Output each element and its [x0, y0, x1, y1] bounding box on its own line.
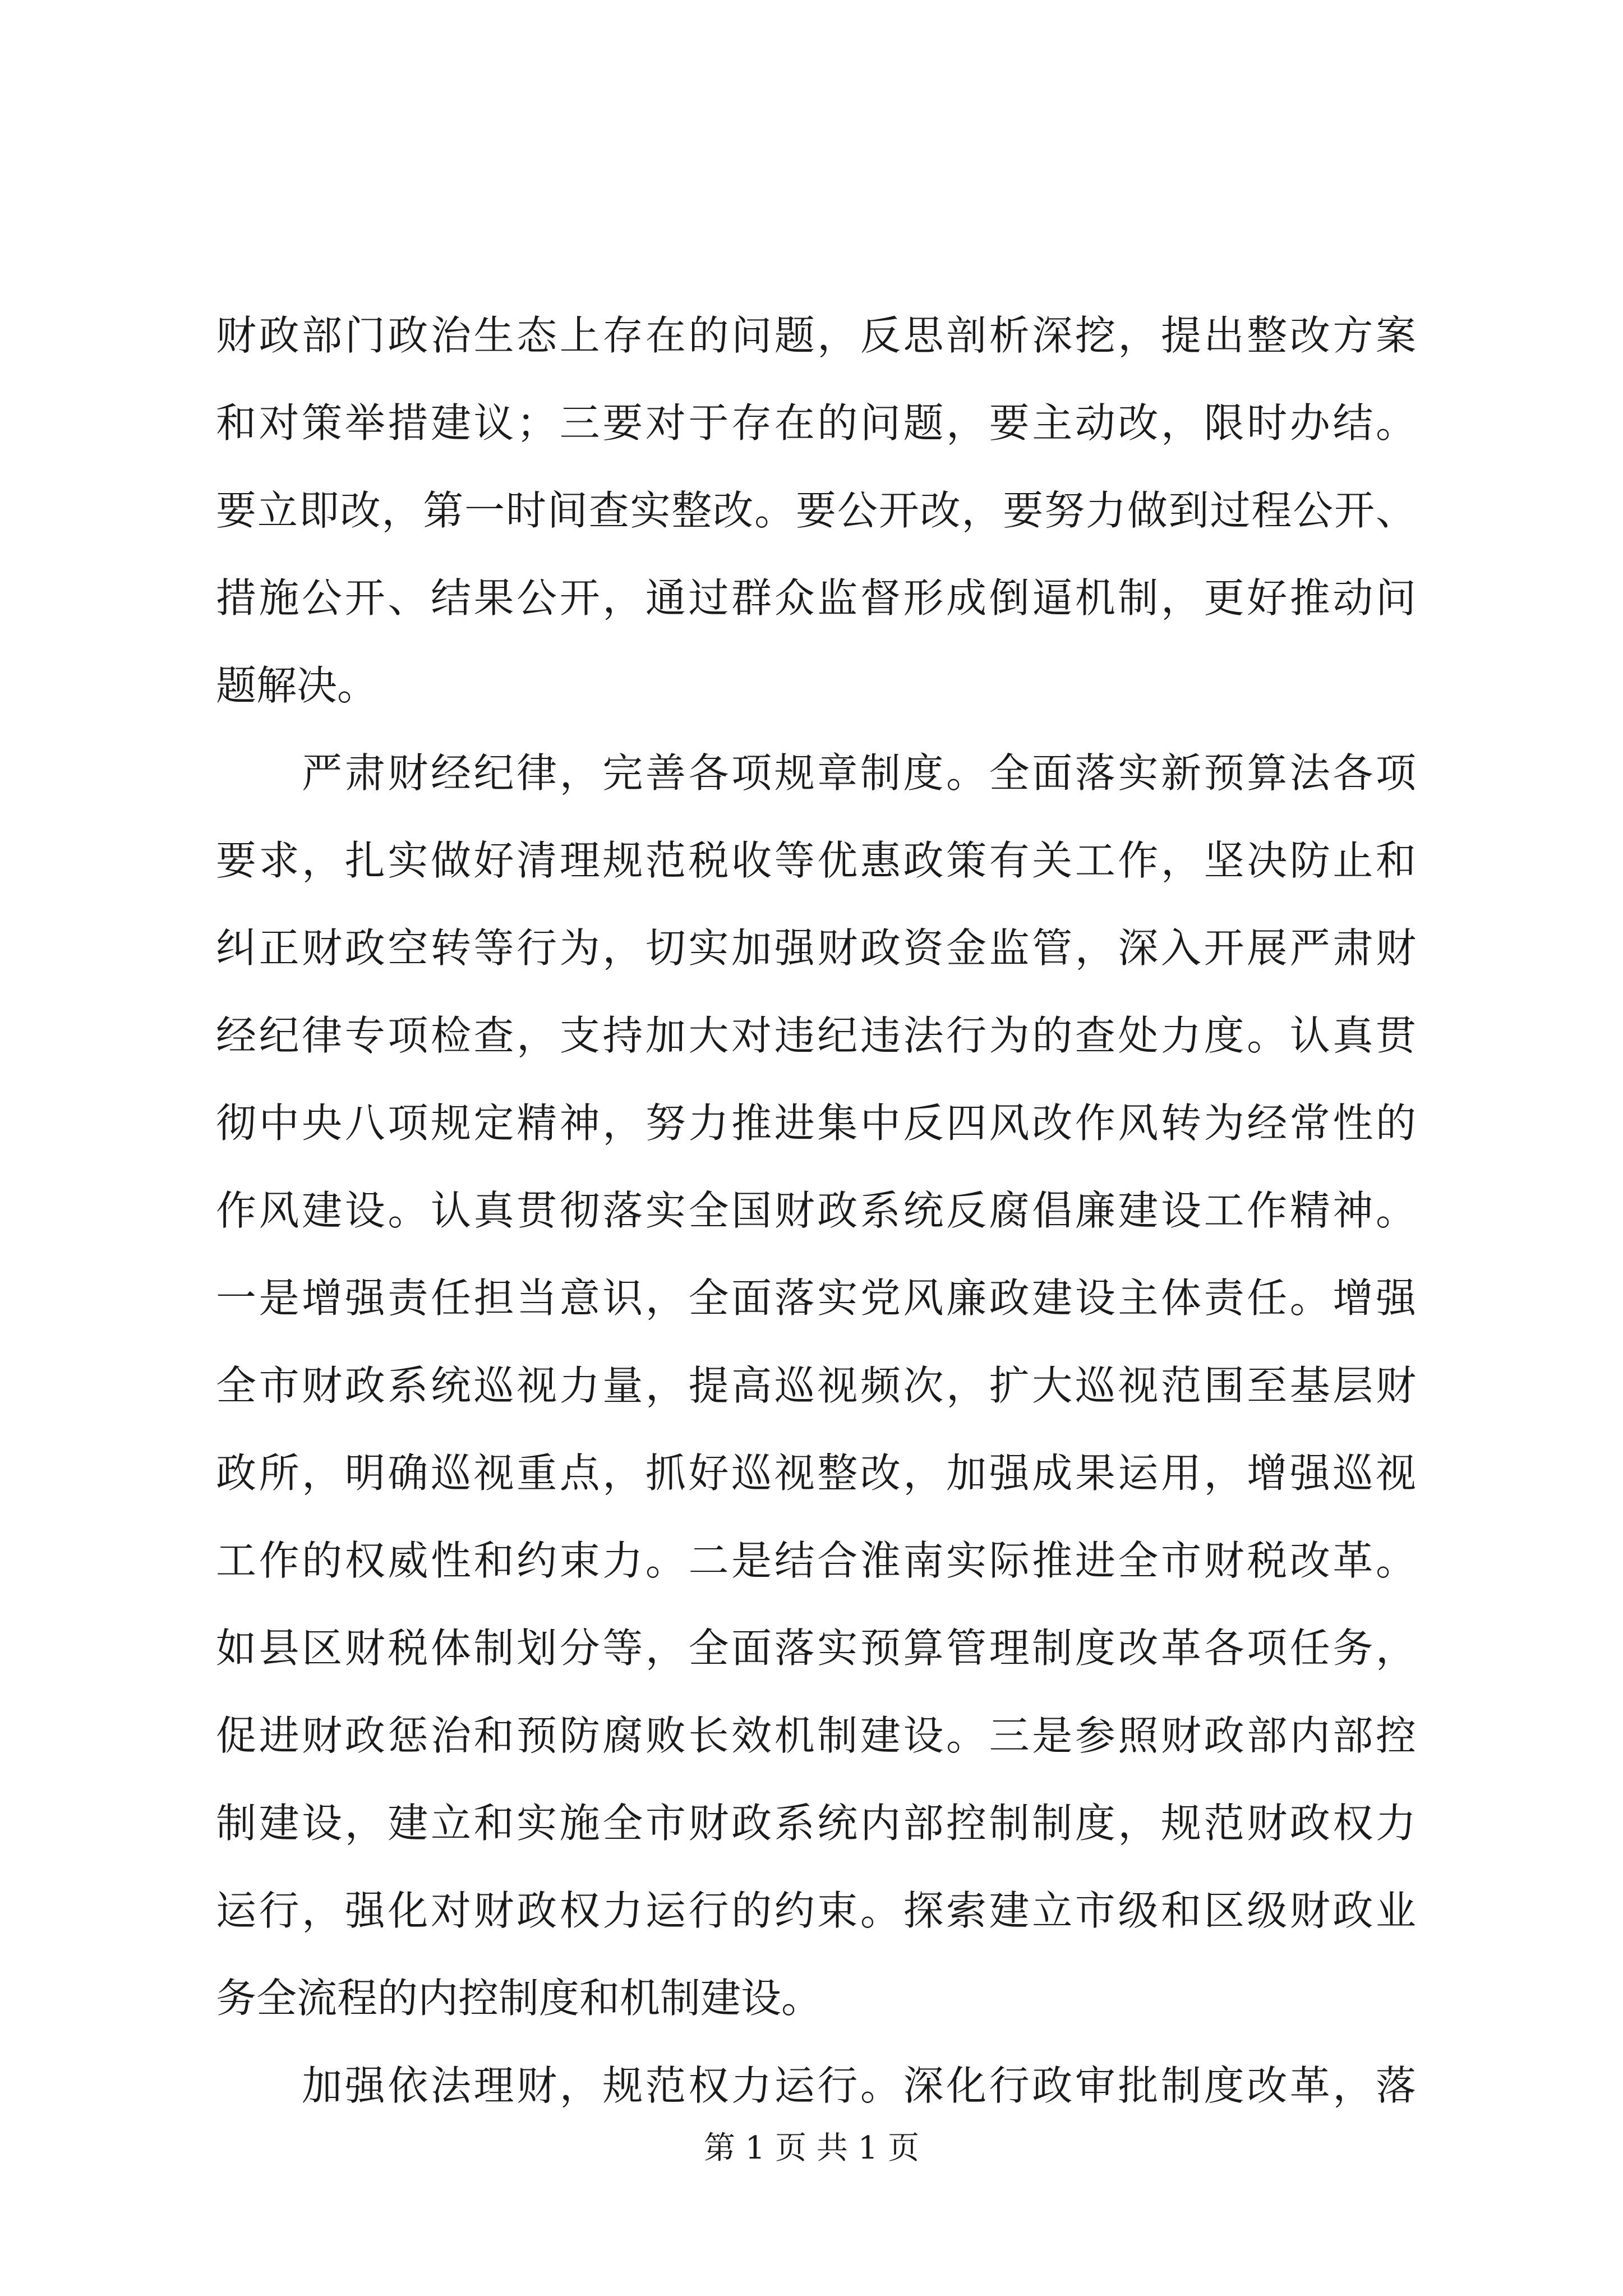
text-line: 运行，强化对财政权力运行的约束。探索建立市级和区级财政业: [216, 1887, 1416, 1934]
text-line: 加强依法理财，规范权力运行。深化行政审批制度改革，落: [216, 2062, 1416, 2109]
text-line: 和对策举措建议；三要对于存在的问题，要主动改，限时办结。: [216, 399, 1416, 447]
text-line: 措施公开、结果公开，通过群众监督形成倒逼机制，更好推动问: [216, 574, 1416, 622]
page-number-label: 第 1 页 共 1 页: [703, 2130, 920, 2166]
text-line: 如县区财税体制划分等，全面落实预算管理制度改革各项任务，: [216, 1625, 1416, 1672]
text-line: 要立即改，第一时间查实整改。要公开改，要努力做到过程公开、: [216, 487, 1416, 534]
document-body: [216, 292, 1416, 2129]
text-line: 全市财政系统巡视力量，提高巡视频次，扩大巡视范围至基层财: [216, 1362, 1416, 1409]
text-line: 严肃财经纪律，完善各项规章制度。全面落实新预算法各项: [216, 749, 1416, 797]
text-line: 一是增强责任担当意识，全面落实党风廉政建设主体责任。增强: [216, 1274, 1416, 1322]
text-line: 务全流程的内控制度和机制建设。: [216, 1975, 822, 2022]
text-line: 政所，明确巡视重点，抓好巡视整改，加强成果运用，增强巡视: [216, 1450, 1416, 1497]
text-line: 财政部门政治生态上存在的问题，反思剖析深挖，提出整改方案: [216, 312, 1416, 359]
text-line: 工作的权威性和约束力。二是结合淮南实际推进全市财税改革。: [216, 1537, 1416, 1584]
text-line: 经纪律专项检查，支持加大对违纪违法行为的查处力度。认真贯: [216, 1012, 1416, 1059]
text-line: 纠正财政空转等行为，切实加强财政资金监管，深入开展严肃财: [216, 924, 1416, 972]
text-line: 彻中央八项规定精神，努力推进集中反四风改作风转为经常性的: [216, 1099, 1416, 1147]
text-line: 作风建设。认真贯彻落实全国财政系统反腐倡廉建设工作精神。: [216, 1187, 1416, 1234]
page-footer: [0, 2129, 1623, 2168]
text-line: 要求，扎实做好清理规范税收等优惠政策有关工作，坚决防止和: [216, 837, 1416, 884]
text-line: 题解决。: [216, 662, 378, 709]
text-line: 促进财政惩治和预防腐败长效机制建设。三是参照财政部内部控: [216, 1712, 1416, 1759]
text-line: 制建设，建立和实施全市财政系统内部控制制度，规范财政权力: [216, 1800, 1416, 1847]
